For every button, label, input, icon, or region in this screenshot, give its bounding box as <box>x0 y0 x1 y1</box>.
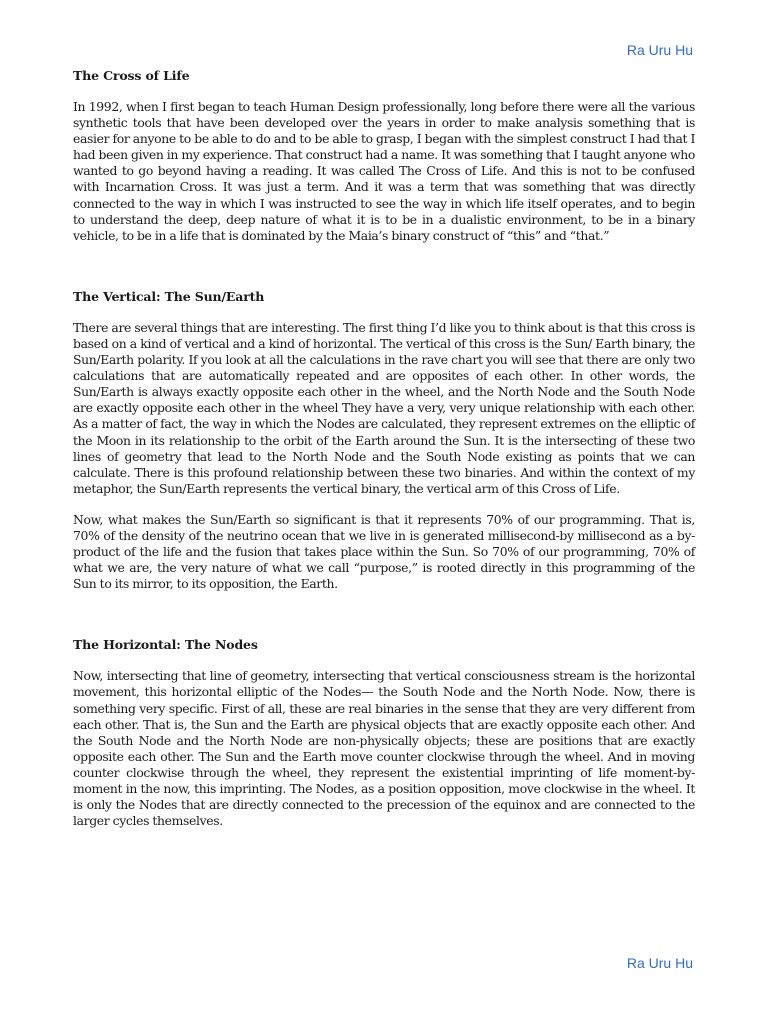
section-heading: The Vertical: The Sun/Earth <box>73 288 265 304</box>
paragraph: There are several things that are interesting. The first thing I’d like you to think about is that this cross is based on a kind of vertical and a kind of horizontal. The vertical of this cross is the Sun/ Earth binary, the Sun/Earth polarity. If you look at all the calculations in the rave chart you will see that there are only two calculations that are automatically repeated and are opposites of each other. In other words, the Sun/Earth is always exactly opposite each other in the wheel, and the North Node and the South Node are exactly opposite each other in the wheel They have a very, very unique relationship with each other. As a matter of fact, the way in which the Nodes are calculated, they represent extremes on the elliptic of the Moon in its relationship to the orbit of the Earth around the Sun. It is the intersecting of these two lines of geometry that lead to the North Node and the South Node existing as points that we can calculate. There is this profound relationship between these two binaries. And within the context of my metaphor, the Sun/Earth represents the vertical binary, the vertical arm of this Cross of Life. <box>73 319 695 496</box>
header-author: Ra Uru Hu <box>626 42 693 58</box>
section-cross-of-life <box>73 68 695 244</box>
section-spacer <box>73 592 695 637</box>
document-body <box>73 68 695 829</box>
section-heading: The Horizontal: The Nodes <box>73 637 258 653</box>
footer-author: Ra Uru Hu <box>626 955 693 971</box>
paragraph: Now, what makes the Sun/Earth so significant is that it represents 70% of our programming. That is, 70% of the density of the neutrino ocean that we live in is generated millisecond-by millisecond as a by-product of the life and the fusion that takes place within the Sun. So 70% of our programming, 70% of what we are, the very nature of what we call “purpose,” is rooted directly in this programming of the Sun to its mirror, to its opposition, the Earth. <box>73 511 695 592</box>
section-heading: The Cross of Life <box>73 68 190 83</box>
paragraph: In 1992, when I first began to teach Human Design professionally, long before there were all the various synthetic tools that have been developed over the years in order to make analysis something that is easier for anyone to be able to do and to be able to grasp, I began with the simplest construct I had that I had been given in my experience. That construct had a name. It was something that I taught anyone who wanted to go beyond having a reading. It was called The Cross of Life. And this is not to be confused with Incarnation Cross. It was just a term. And it was a term that was something that was directly connected to the way in which I was instructed to see the way in which life itself operates, and to begin to understand the deep, deep nature of what it is to be in a dualistic environment, to be in a binary vehicle, to be in a life that is dominated by the Maia’s binary construct of “this” and “that.” <box>73 99 695 243</box>
section-vertical-sun-earth <box>73 289 695 593</box>
paragraph: Now, intersecting that line of geometry, intersecting that vertical consciousness stream is the horizontal movement, this horizontal elliptic of the Nodes— the South Node and the North Node. Now, there is something very specific. First of all, these are real binaries in the sense that they are very different from each other. That is, the Sun and the Earth are physical objects that are exactly opposite each other. And the South Node and the North Node are non-physically objects; these are positions that are exactly opposite each other. The Sun and the Earth move counter clockwise through the wheel. And in moving counter clockwise through the wheel, they represent the existential imprinting of life moment-by-moment in the now, this imprinting. The Nodes, as a position opposition, move clockwise in the wheel. It is only the Nodes that are directly connected to the precession of the equinox and are connected to the larger cycles themselves. <box>73 668 695 829</box>
section-spacer <box>73 244 695 289</box>
section-horizontal-nodes <box>73 637 695 829</box>
